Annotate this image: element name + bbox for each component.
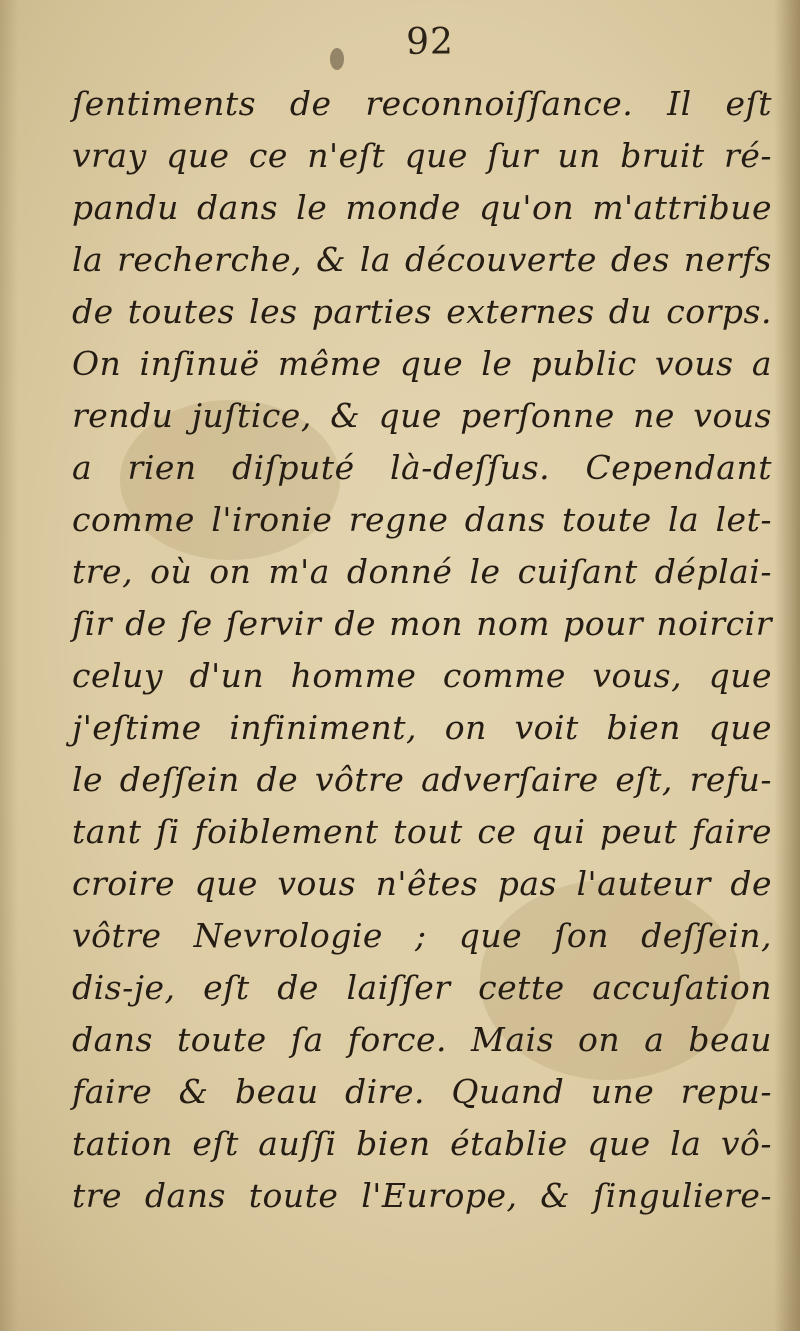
page-right-edge <box>774 0 800 1331</box>
text-line: pandu dans le monde qu'on m'attribue <box>72 188 772 227</box>
page-left-shadow <box>0 0 18 1331</box>
text-line: de toutes les parties externes du corps. <box>72 292 772 331</box>
text-line: tre, où on m'a donné le cuiſant déplai- <box>72 552 772 591</box>
text-line: celuy d'un homme comme vous, que <box>72 656 772 695</box>
text-line: j'eſtime infiniment, on voit bien que <box>72 708 772 747</box>
text-line: tre dans toute l'Europe, & ſinguliere- <box>72 1176 772 1215</box>
text-line: la recherche, & la découverte des nerfs <box>72 240 772 279</box>
text-line: comme l'ironie regne dans toute la let- <box>72 500 772 539</box>
text-line: tation eſt auſſi bien établie que la vô- <box>72 1124 772 1163</box>
text-line: vray que ce n'eſt que ſur un bruit ré- <box>72 136 772 175</box>
text-line: faire & beau dire. Quand une repu- <box>72 1072 772 1111</box>
body-text <box>72 78 772 1222</box>
text-line: ſentiments de reconnoiſſance. Il eſt <box>72 84 772 123</box>
page-number: 92 <box>406 22 454 63</box>
text-line: croire que vous n'êtes pas l'auteur de <box>72 864 772 903</box>
text-line: le deſſein de vôtre adverſaire eſt, refu- <box>72 760 772 799</box>
text-line: dans toute ſa force. Mais on a beau <box>72 1020 772 1059</box>
text-line: vôtre Nevrologie ; que ſon deſſein, <box>72 916 772 955</box>
text-line: dis-je, eſt de laiſſer cette accuſation <box>72 968 772 1007</box>
text-line: rendu juſtice, & que perſonne ne vous <box>72 396 772 435</box>
text-line: a rien diſputé là-deſſus. Cependant <box>72 448 772 487</box>
text-line: tant ſi foiblement tout ce qui peut faire <box>72 812 772 851</box>
text-line: ſir de ſe ſervir de mon nom pour noircir <box>72 604 772 643</box>
text-line: On inſinuë même que le public vous a <box>72 344 772 383</box>
